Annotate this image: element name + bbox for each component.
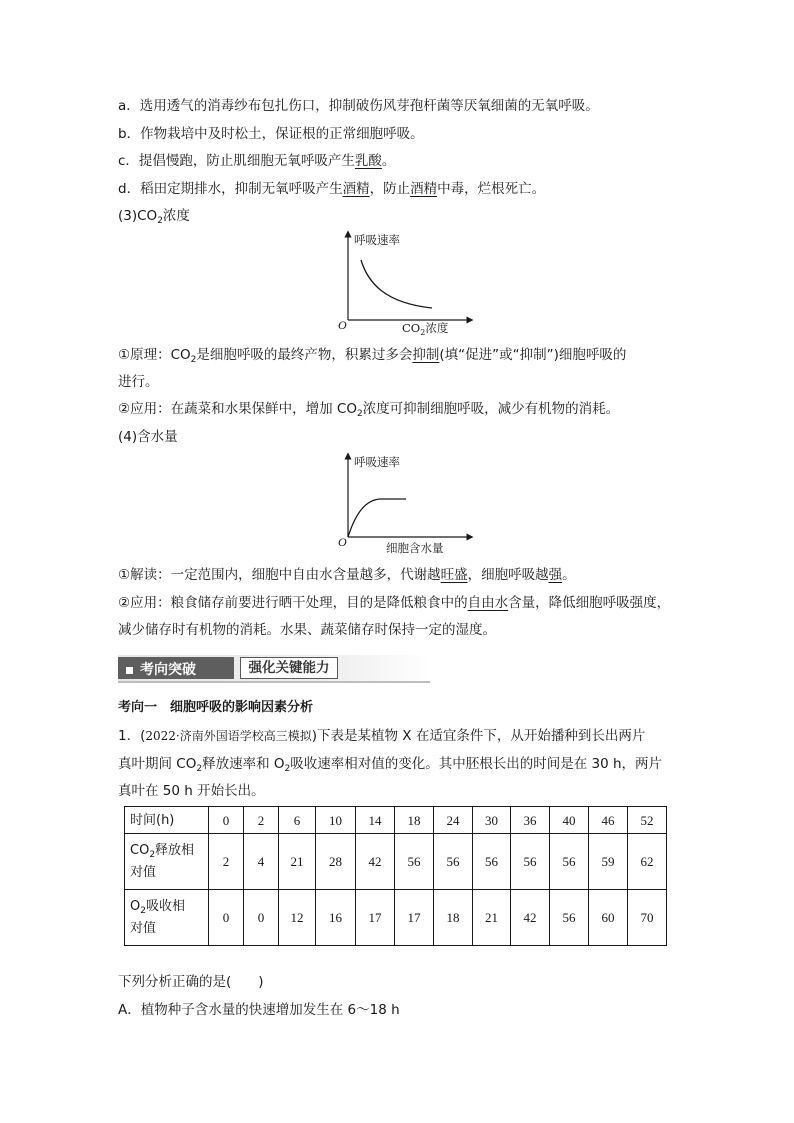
table-cell: 21 [473, 890, 511, 946]
measure-d [118, 180, 545, 198]
table-cell: 36 [511, 807, 550, 834]
table-cell: 42 [511, 890, 550, 946]
label-sub: 2 [140, 906, 146, 916]
table-cell: 0 [244, 890, 279, 946]
banner-light-box [240, 657, 338, 679]
question-prompt [118, 973, 264, 991]
question-source: 2022·济南外国语学校高三模拟 [145, 729, 312, 743]
x-axis-label: 细胞含水量 [386, 541, 444, 555]
table-row-header [125, 807, 667, 834]
table-cell: 16 [316, 890, 356, 946]
punct: 。 [381, 153, 396, 169]
table-cell: 56 [434, 834, 473, 890]
application-sub: 2 [356, 409, 363, 419]
banner-subtitle: 强化关键能力 [248, 660, 330, 676]
water-curve [348, 499, 406, 537]
banner-dark-box [118, 657, 234, 679]
answer-alcohol-1: 酒精 [342, 181, 370, 197]
measure-d-end: 中毒，烂根死亡。 [437, 181, 546, 197]
table-cell: 30 [473, 807, 511, 834]
application-post: 浓度可抑制细胞呼吸，减少有机物的消耗。 [362, 401, 620, 417]
water-application-line2 [118, 621, 496, 639]
application-pre: ②应用：在蔬菜和水果保鲜中，增加 CO [118, 401, 357, 417]
table-cell: 40 [550, 807, 589, 834]
heading-sub: 2 [157, 216, 163, 226]
table-cell: 18 [395, 807, 434, 834]
question-line2 [118, 755, 662, 778]
interp-mid: ，细胞呼吸越 [467, 567, 549, 583]
table-cell: 60 [589, 890, 628, 946]
table-cell: 14 [356, 807, 395, 834]
table-cell: 28 [316, 834, 356, 890]
principle-pre: ①原理：CO [118, 347, 191, 363]
water-app-line2: 减少储存时有机物的消耗。水果、蔬菜储存时保持一定的湿度。 [118, 622, 496, 638]
subheading-text: 考向一 细胞呼吸的影响因素分析 [118, 700, 314, 715]
question-line3 [118, 782, 265, 800]
water-app-post: 含量，降低细胞呼吸强度， [508, 595, 671, 611]
table-cell: 21 [279, 834, 316, 890]
q2-post: 吸收速率相对值的变化。其中胚根长出的时间是在 30 h，两片 [290, 756, 663, 772]
table-cell: 18 [434, 890, 473, 946]
principle-line2: 进行。 [118, 374, 159, 390]
label-relative: 对值 [130, 865, 157, 880]
x-axis-label [402, 321, 449, 337]
measure-c-text: c．提倡慢跑，防止肌细胞无氧呼吸产生 [118, 153, 355, 169]
table-cell: 17 [395, 890, 434, 946]
co2-curve [361, 260, 432, 308]
table-cell: 56 [511, 834, 550, 890]
table-cell: 56 [550, 890, 589, 946]
measure-d-text: d．稻田定期排水，抑制无氧呼吸产生 [118, 181, 343, 197]
water-interpretation [118, 566, 576, 584]
question-line1-text: )下表是某植物 X 在适宜条件下，从开始播种到长出两片 [311, 728, 646, 744]
co2-principle-line1 [118, 346, 626, 369]
y-axis-label: 呼吸速率 [354, 455, 400, 469]
table-cell: 42 [356, 834, 395, 890]
banner-stripe [118, 681, 430, 683]
interp-post: 。 [562, 567, 576, 583]
co2-graph [330, 228, 480, 338]
q2-sub2: 2 [284, 764, 291, 774]
x-label-concentration: 浓度 [425, 321, 449, 335]
banner-title: 考向突破 [140, 662, 196, 678]
co2-application [118, 400, 619, 423]
water-application-line1 [118, 594, 670, 612]
co2-principle-line2 [118, 373, 159, 391]
water-graph [330, 450, 480, 560]
table-cell: 10 [316, 807, 356, 834]
answer-lactic-acid: 乳酸 [354, 153, 382, 169]
x-label-sub: 2 [420, 328, 426, 337]
section4-heading [118, 428, 178, 446]
table-cell: 12 [279, 890, 316, 946]
heading-co: (3)CO [118, 208, 158, 224]
q2-sub1: 2 [196, 764, 203, 774]
label-sub: 2 [149, 850, 156, 860]
label-o: O [130, 899, 141, 914]
section4-heading-text: (4)含水量 [118, 429, 178, 445]
table-label-co2 [125, 834, 209, 890]
answer-alcohol-2: 酒精 [410, 181, 438, 197]
table-cell: 2 [209, 834, 244, 890]
table-cell: 59 [589, 834, 628, 890]
q2-pre: 真叶期间 CO [118, 756, 197, 772]
table-cell: 62 [628, 834, 667, 890]
x-label-co: CO [402, 321, 421, 335]
question-line1 [118, 727, 645, 745]
table-cell: 17 [356, 890, 395, 946]
origin-label: O [338, 535, 347, 549]
origin-label: O [338, 318, 347, 332]
measure-d-mid: ，防止 [369, 181, 411, 197]
q2-mid: 释放速率和 O [202, 756, 285, 772]
answer-inhibit: 抑制 [412, 347, 440, 363]
option-a[interactable] [118, 1001, 400, 1019]
measure-c [118, 152, 395, 170]
measure-b-text: b．作物栽培中及时松土，保证根的正常细胞呼吸。 [118, 126, 424, 142]
table-cell: 0 [209, 890, 244, 946]
label-release: 释放相 [155, 843, 195, 858]
principle-mid: 是细胞呼吸的最终产物，积累过多会 [196, 347, 413, 363]
table-row-co2 [125, 834, 667, 890]
table-header-time: 时间(h) [125, 807, 209, 834]
principle-sub: 2 [190, 355, 197, 365]
table-cell: 52 [628, 807, 667, 834]
label-absorb: 吸收相 [145, 899, 185, 914]
interp-pre: ①解读：一定范围内，细胞中自由水含量越多，代谢越 [118, 567, 441, 583]
prompt-text: 下列分析正确的是( ) [118, 974, 264, 990]
heading-concentration: 浓度 [162, 208, 190, 224]
q3-text: 真叶在 50 h 开始长出。 [118, 783, 265, 799]
table-cell: 24 [434, 807, 473, 834]
measure-a [118, 97, 599, 115]
table-label-o2 [125, 890, 209, 946]
table-cell: 46 [589, 807, 628, 834]
label-co: CO [130, 843, 150, 858]
principle-post: (填“促进”或“抑制”)细胞呼吸的 [439, 347, 627, 363]
answer-strong: 强 [548, 567, 563, 583]
answer-vigorous: 旺盛 [440, 567, 468, 583]
water-app-pre: ②应用：粮食储存前要进行晒干处理，目的是降低粮食中的 [118, 595, 468, 611]
table-cell: 70 [628, 890, 667, 946]
question-number: 1．( [118, 728, 146, 744]
label-relative: 对值 [130, 921, 157, 936]
table-cell: 4 [244, 834, 279, 890]
table-cell: 56 [473, 834, 511, 890]
table-cell: 2 [244, 807, 279, 834]
section-banner [118, 655, 430, 683]
option-a-text[interactable]: A．植物种子含水量的快速增加发生在 6～18 h [118, 1002, 400, 1018]
y-axis-label: 呼吸速率 [354, 233, 400, 247]
square-bullet-icon [126, 667, 133, 674]
table-cell: 56 [550, 834, 589, 890]
topic-subheading [118, 699, 313, 717]
table-cell: 0 [209, 807, 244, 834]
measure-b [118, 125, 424, 143]
measure-a-text: a．选用透气的消毒纱布包扎伤口，抑制破伤风芽孢杆菌等厌氧细菌的无氧呼吸。 [118, 98, 599, 114]
table-cell: 56 [395, 834, 434, 890]
data-table [124, 806, 667, 946]
answer-free-water: 自由水 [467, 595, 509, 611]
table-row-o2 [125, 890, 667, 946]
table-cell: 6 [279, 807, 316, 834]
section3-heading [118, 207, 190, 230]
